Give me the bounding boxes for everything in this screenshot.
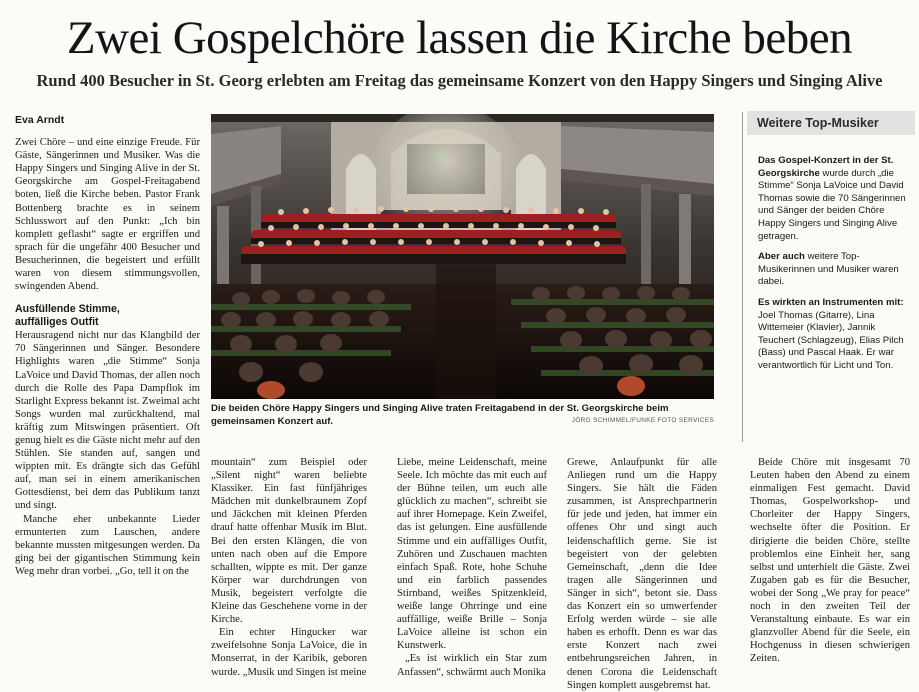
paragraph: „Es ist wirklich ein Star zum Anfassen“, schwärmt auch Monika — [397, 653, 547, 678]
subheading-line-1: Ausfüllende Stimme, — [15, 303, 120, 316]
paragraph: mountain“ zum Beispiel oder „Silent night“ waren beliebte Klassiker. Ein fast fünfjähriges Mädchen mit dunkelbraunem Zopf und Jäckchen mit kleinen Pferden drauf hatte offenbar Musik im Blut. Bei den ersten Klängen, die von unten nach oben auf die Empore schallten, wippte es mit. Der ganze Körper war durchdrungen von Musik, begeistert verfolgte die Kleine das Geschehene vorne in der Kirche. — [211, 457, 367, 626]
sidebar-lead: Aber auch — [758, 251, 805, 263]
article-column-1 — [15, 114, 200, 578]
subheadline: Rund 400 Besucher in St. Georg erlebten am Freitag das gemeinsame Konzert von den Happy Singers und Singing Alive — [36, 71, 883, 90]
paragraph: Manche eher unbekannte Lieder ermunterten zum Lauschen, andere bekannte mussten mitgesungen werden. Da ging bei der gigantischen Stimmung kein Weg mehr dran vorbei. „Go, tell it on the — [15, 513, 200, 577]
sidebar-lead: Es wirkten an Instrumenten mit: — [758, 296, 904, 308]
paragraph: Liebe, meine Leidenschaft, meine Seele. Ich möchte das mit euch auf der Bühne teilen, um euch alle glücklich zu machen“, schreibt sie auf ihrer Homepage. Kein Zweifel, das ist gelungen. Eine ausfüllende Stimme und ein auffälliges Outfit, Zuhören und Zuschauen machten einfach Spaß. Rote, hohe Schuhe und ein farblich passendes Stirnband, weißes Spitzenkleid, weiße lange Ohrringe und eine auffällige, weiße Brille – Sonja LaVoice alleine ist schon ein Kunstwerk. — [397, 457, 547, 652]
paragraph: Herausragend nicht nur das Klangbild der 70 Sängerinnen und Sänger. Besondere Highlights waren „die Stimme“ Sonja LaVoice und David Thomas, der allen noch durch die Rolle des Papa Dampflok im Starlight Express bekannt ist. Zweimal acht Songs wurden mal zurückhaltend, mal kräftig zum Mitswingen präsentiert. Oft genug hielt es die Gäste nicht mehr auf den Stühlen. Sie standen auf, sangen und wippten mit. Es drängte sich das Gefühl auf, man sei in einem amerikanischen Gottesdienst, bei dem das Publikum tanzt und singt. — [15, 330, 200, 512]
sidebar-lead: Das Gospel-Konzert in der St. Georgskirche — [758, 155, 894, 179]
sidebar-paragraph — [758, 251, 908, 289]
article-column-5 — [750, 456, 910, 666]
headline: Zwei Gospelchöre lassen die Kirche beben — [66, 12, 853, 64]
article-column-4 — [567, 456, 717, 692]
sidebar-paragraph — [758, 297, 908, 373]
paragraph: Grewe, Anlaufpunkt für alle Anliegen rund um die Happy Singers. Sie hält die Fäden zusammen, ist Ansprechpartnerin für jede und jeden, hat immer ein offenes Ohr und singt auch leidenschaftlich gerne. Sie ist begeistert von der gelebten Gemeinschaft, „denn die Idee tragen alle Sängerinnen und Sänger in sich“, betont sie. Dass das Konzert ein so umwerfender Erfolg werden würde – sie alle haben es erhofft. Denn es war das erste Konzert nach zwei entbehrungsreichen Jahren, in denen Corona die Leidenschaft Singen komplett ausgebremst hat. — [567, 457, 717, 691]
article-column-2 — [211, 456, 367, 679]
paragraph: Beide Chöre mit insgesamt 70 Leuten haben den Abend zu einem einmaligen Fest gemacht. David Thomas, Gospelworkshop- und Chorleiter der Happy Singers, wechselte öfter die Position. Er dirigierte die beiden Chöre, stellte problemlos eine Einheit her, sang selbst und unterhielt die Gäste. Zwei Zugaben gab es für die Besucher, wobei der Song „We pray for peace“ noch in den zweiten Teil der Veranstaltung einbaute. Es war ein glanzvoller Abend für die Seele, ein Hochgenuss in diesen schwierigen Zeiten. — [750, 457, 910, 665]
author: Eva Arndt — [15, 114, 65, 126]
sidebar-text: weitere Top-Musikerinnen und Musiker waren dabei. — [758, 251, 899, 288]
subheading — [15, 303, 200, 329]
sidebar-divider — [742, 112, 743, 442]
subheading-line-2: auffälliges Outfit — [15, 316, 99, 329]
choir-photo-image — [211, 114, 714, 399]
photo-credit: JÖRG SCHIMMEL/FUNKE FOTO SERVICES — [571, 417, 714, 424]
sidebar-paragraph — [758, 155, 908, 243]
sidebar-title: Weitere Top-Musiker — [747, 111, 915, 135]
choir-photo — [211, 114, 714, 399]
paragraph: Zwei Chöre – und eine einzige Freude. Für Gäste, Sängerinnen und Musiker. Was die Happy Singers und Singing Alive in der St. Georgskirche am Gospel-Freitagabend boten, ließ die Kirche beben. Pastor Frank Bottenberg brachte es in seinem Schlusswort auf den Punkt: „Ich bin komplett geflasht“ sagte er ergriffen und sprach für die ungefähr 400 Besucher und Besucherinnen, die begeistert und erfüllt waren von diesem stimmungsvollen, swingenden Abend. — [15, 137, 200, 293]
sidebar-text: wurde durch „die Stimme“ Sonja LaVoice und David Thomas sowie die 70 Sängerinnen und Sänger der beiden Chöre Happy Singers und Singing Alive getragen. — [758, 167, 906, 242]
sidebar-text: Joel Thomas (Gitarre), Lina Wittemeier (Klavier), Jannik Teuchert (Schlagzeug), Elias Pilch (Bass) und Pascal Haak. Er war verantwortlich für Licht und Ton. — [758, 309, 904, 371]
article-column-3 — [397, 456, 547, 679]
sidebar-box — [758, 155, 908, 381]
photo-caption: Die beiden Chöre Happy Singers und Singing Alive traten Freitagabend in der St. Georgskirche beim gemeinsamen Konzert auf. — [211, 403, 669, 427]
paragraph: Ein echter Hingucker war zweifelsohne Sonja LaVoice, die in Monserrat, in der Karibik, geboren wurde. „Musik und Singen ist meine — [211, 627, 367, 678]
